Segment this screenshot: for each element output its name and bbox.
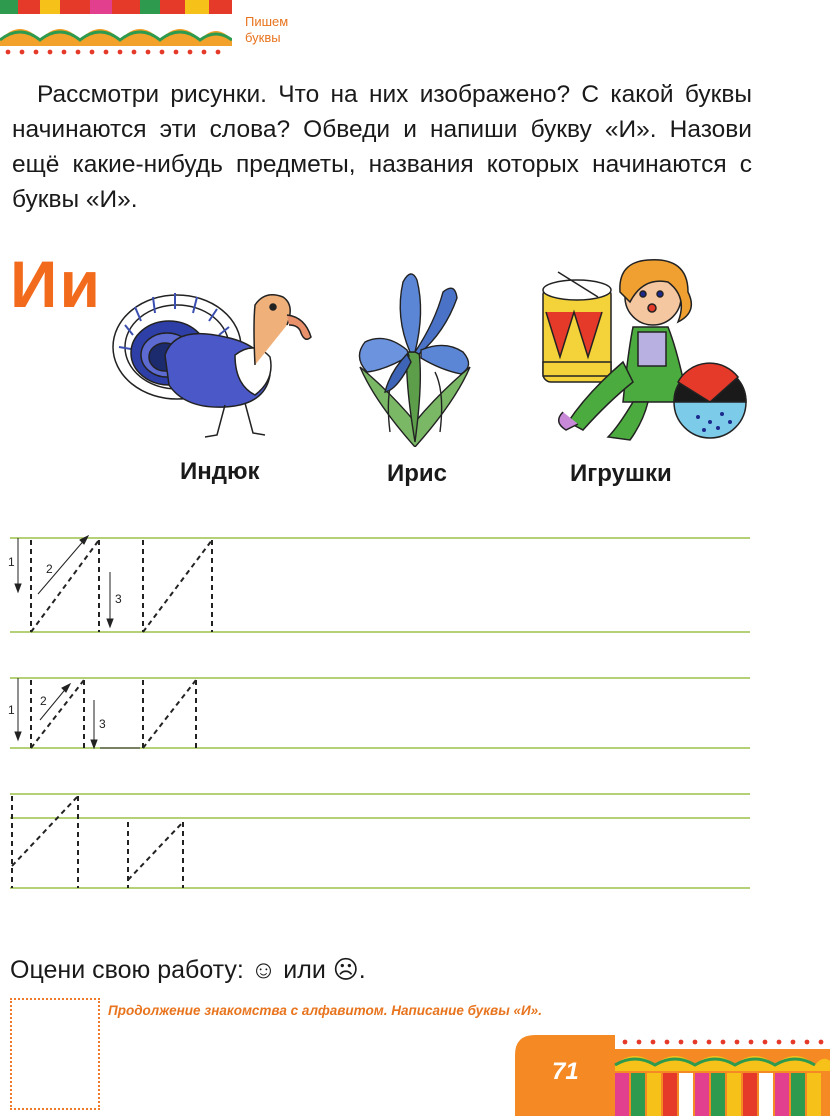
turkey-icon: [105, 285, 320, 445]
picture-caption: Ирис: [387, 460, 448, 487]
instruction-text: Рассмотри рисунки. Что на них изображено? С какой буквы начинаются эти слова? Обведи и напиши букву «И». Назови ещё какие-нибудь предметы, названия которых начинаются с буквы «И».: [12, 81, 752, 213]
iris-flower-icon: [345, 262, 485, 447]
stroke-number: 2: [46, 562, 53, 576]
lesson-topic-note: Продолжение знакомства с алфавитом. Написание буквы «И».: [108, 1003, 542, 1018]
teacher-note-box[interactable]: [10, 998, 100, 1110]
header-ornament: [0, 0, 232, 62]
picture-caption: Индюк: [180, 458, 260, 485]
self-assessment-text: Оцени свою работу: ☺ или ☹.: [10, 956, 366, 984]
page-number: 71: [552, 1058, 579, 1085]
stroke-number: 1: [8, 703, 15, 717]
toys-icon: [538, 252, 748, 447]
stroke-number: 3: [115, 592, 122, 606]
stroke-number: 3: [99, 717, 106, 731]
stroke-number: 2: [40, 694, 47, 708]
picture-caption: Игрушки: [570, 460, 672, 487]
stroke-number: 1: [8, 555, 15, 569]
handwriting-practice-area[interactable]: [0, 510, 830, 900]
letter-heading: Ии: [10, 247, 103, 321]
section-title: Пишем буквы: [245, 14, 289, 45]
